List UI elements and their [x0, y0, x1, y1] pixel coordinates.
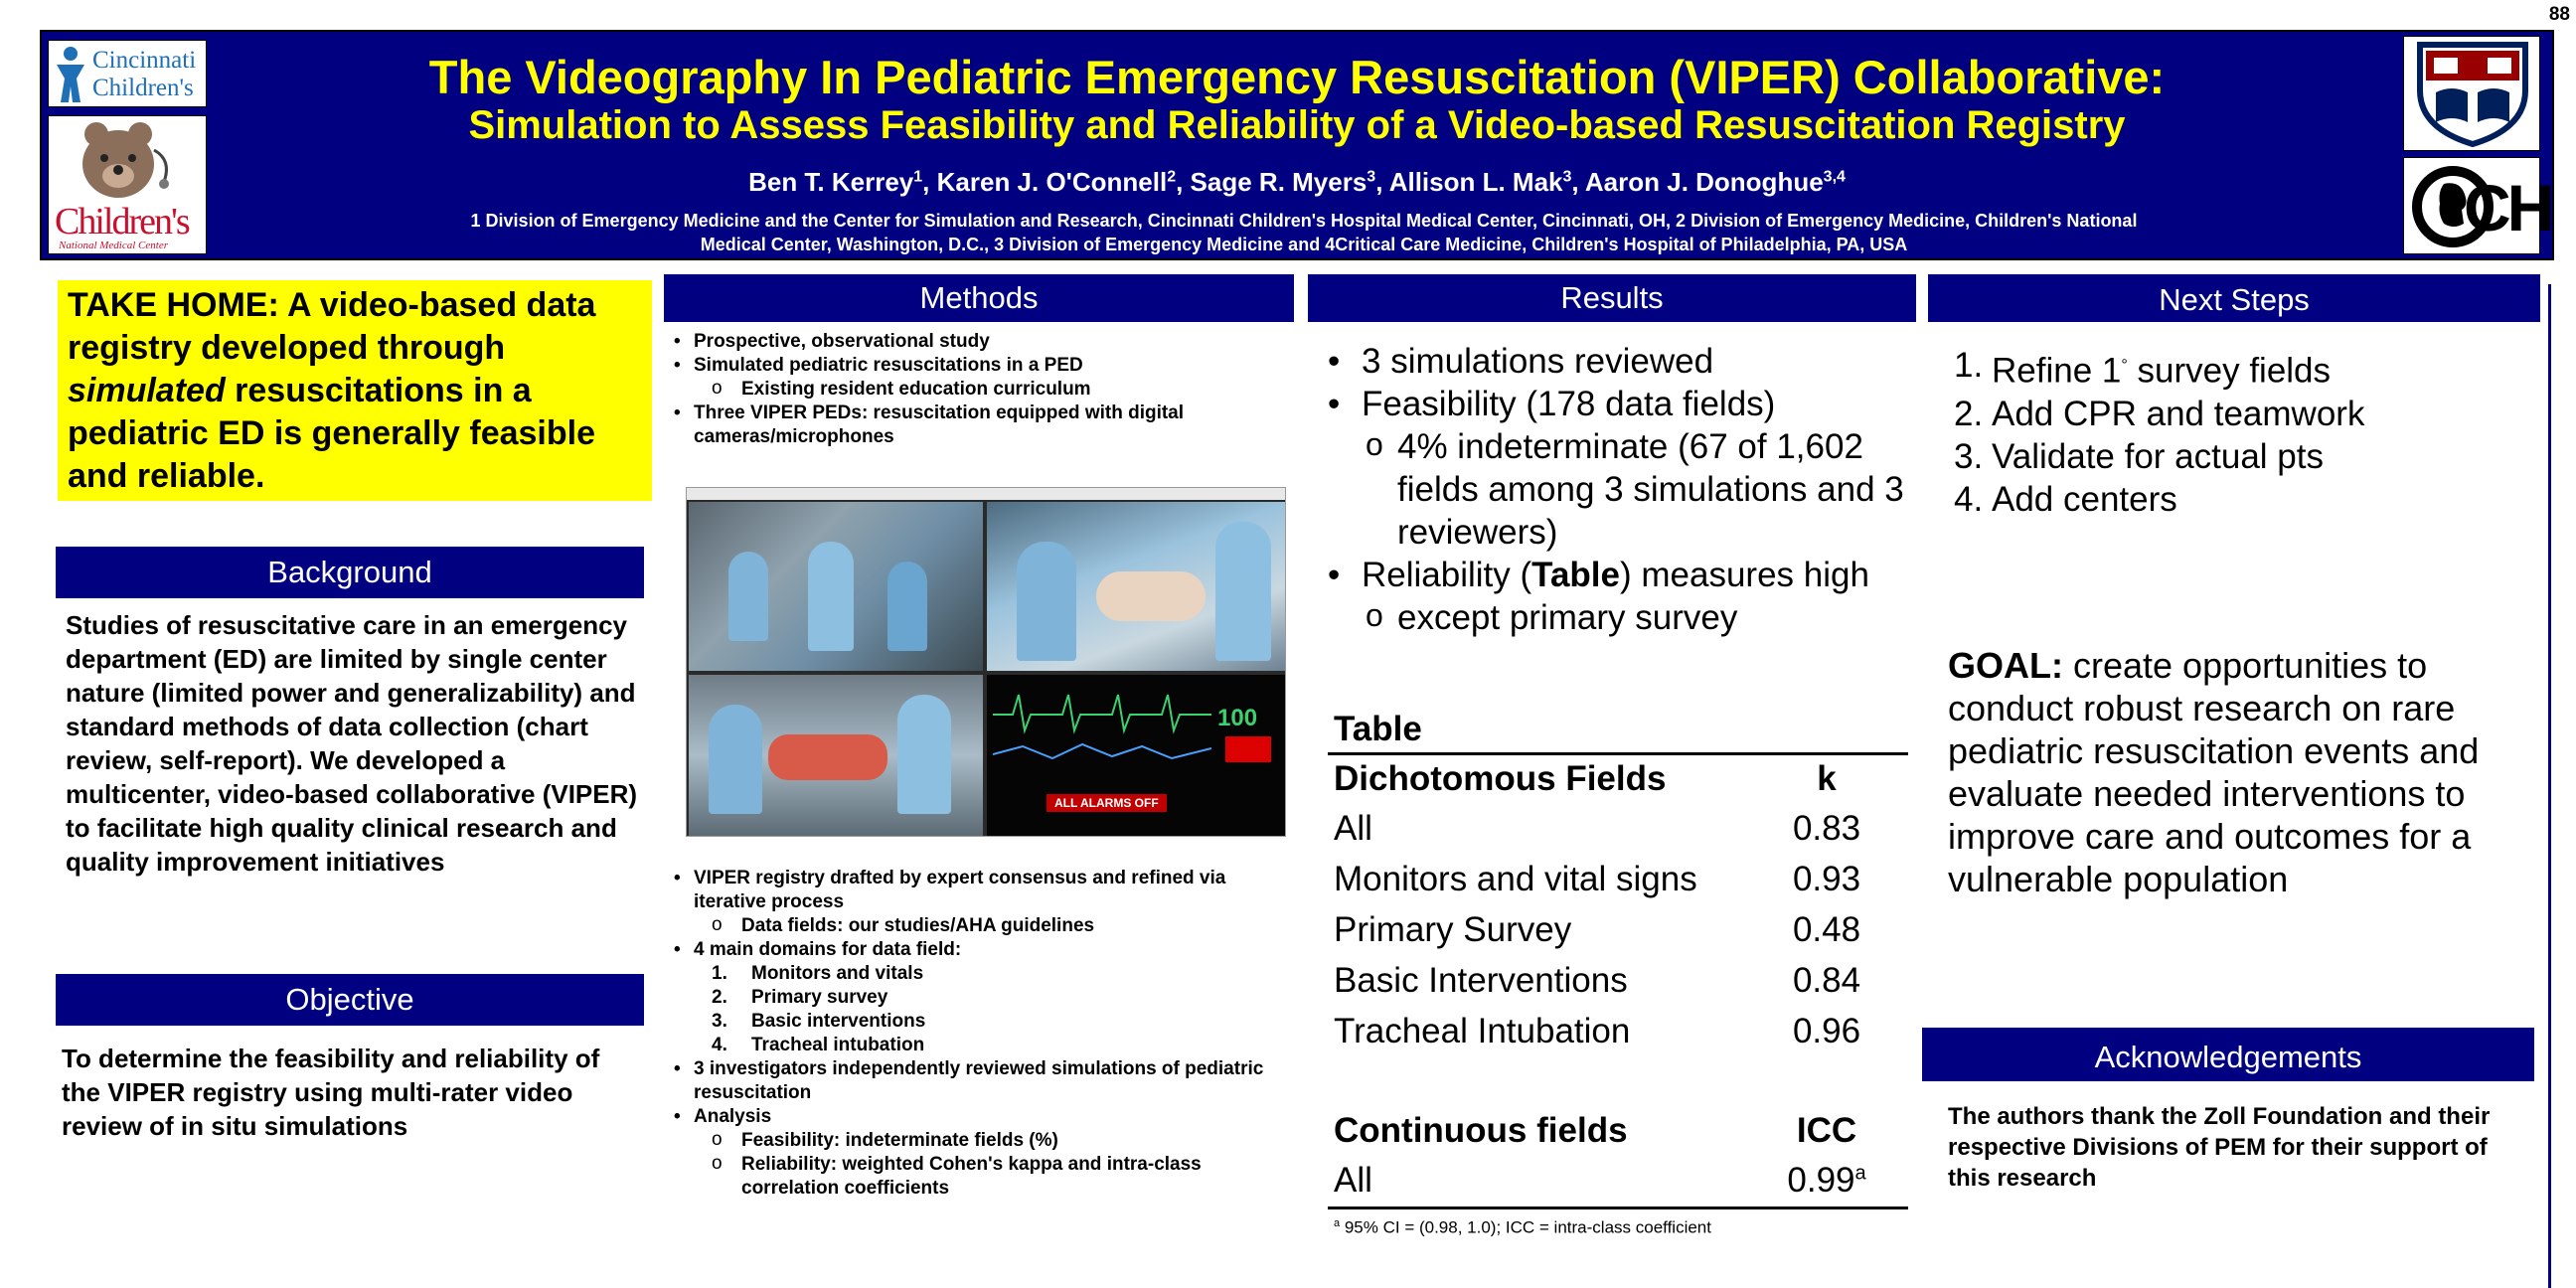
item-text: Validate for actual pts	[1992, 436, 2324, 476]
icc-header: ICC	[1796, 1111, 1857, 1150]
next-steps-heading: Next Steps	[1928, 274, 2540, 322]
row-value: 0.48	[1792, 910, 1861, 949]
row-label: Basic Interventions	[1334, 961, 1628, 1000]
methods-list-top	[666, 330, 1292, 449]
take-home-italic: simulated	[68, 372, 226, 409]
next-step-item	[1928, 478, 2524, 521]
methods-numbered-item	[666, 986, 1292, 1010]
footnote-marker: a	[1334, 1217, 1341, 1229]
dichotomous-header: Dichotomous Fields	[1334, 759, 1667, 798]
author-name: Ben T. Kerrey	[748, 167, 914, 197]
row-value: 0.96	[1792, 1012, 1861, 1050]
staff-figure	[1215, 522, 1271, 661]
item-text: Refine 1	[1992, 351, 2122, 391]
methods-subbullet: o Feasibility: indeterminate fields (%)	[666, 1129, 1292, 1153]
alarm-banner: ALL ALARMS OFF	[1046, 794, 1167, 812]
results-item: • 3 simulations reviewed	[1308, 340, 1916, 383]
video-frame-patient-closeup	[987, 502, 1285, 671]
poster-title-line1: The Videography In Pediatric Emergency Resuscitation (VIPER) Collaborative:	[428, 51, 2166, 103]
row-value: 0.93	[1792, 860, 1861, 898]
patient-figure	[768, 734, 887, 780]
table-row	[1334, 1012, 1904, 1059]
item-number: 3.	[712, 1011, 727, 1032]
next-steps-list	[1928, 344, 2524, 521]
acknowledgements-heading: Acknowledgements	[1922, 1028, 2534, 1081]
table-row	[1334, 910, 1904, 958]
table-title: Table	[1334, 710, 1422, 748]
affiliation-line2: Medical Center, Washington, D.C., 3 Division of Emergency Medicine and 4Critical Care Medicine, Children's Hospital of Philadelphia, PA, USA	[700, 235, 1908, 254]
table-bottom-rule	[1328, 1207, 1908, 1209]
table-row	[1334, 809, 1904, 857]
affiliations	[380, 209, 2228, 256]
affiliation-line1: 1 Division of Emergency Medicine and the Center for Simulation and Research, Cincinnati Children's Hospital Medical Center, Cincinnati, OH, 2 Division of Emergency Medicine, Children's National	[470, 211, 2138, 231]
row-label: All	[1334, 1161, 1372, 1200]
childrens-national-logo-text: Children's	[55, 201, 189, 242]
table-row	[1334, 860, 1904, 907]
goal-text: create opportunities to conduct robust research on rare pediatric resuscitation events and evaluate needed interventions to improve care and outcomes for a vulnerable population	[1948, 645, 2480, 899]
staff-figure	[709, 705, 762, 814]
page-number: 88	[2548, 4, 2570, 25]
goal-label: GOAL:	[1948, 645, 2063, 686]
background-text: Studies of resuscitative care in an emergency department (ED) are limited by single center nature (limited power and generalizability) and standard methods of data collection (chart review, self-report). We developed a multicenter, video-based collaborative (VIPER) to facilitate high quality clinical research and quality improvement initiatives	[66, 610, 638, 877]
methods-subbullet: o Data fields: our studies/AHA guidelines	[666, 914, 1292, 938]
methods-subbullet: o Reliability: weighted Cohen's kappa and intra-class correlation coefficients	[666, 1153, 1292, 1201]
cincinnati-logo-line1: Cincinnati	[92, 47, 197, 74]
video-frame-resus-room	[689, 502, 983, 671]
monitor-heart-rate: 100	[1217, 705, 1258, 731]
item-number: 3.	[1954, 436, 1984, 476]
simulation-video-screenshot	[686, 487, 1286, 837]
author-name: Aaron J. Donoghue	[1584, 167, 1824, 197]
author-affiliation-number: 3,4	[1823, 168, 1846, 186]
author-affiliation-number: 3	[1367, 168, 1376, 186]
chop-logo	[2403, 157, 2551, 254]
row-label: Primary Survey	[1334, 910, 1572, 949]
take-home-part2: resuscitations in a pediatric ED is generally feasible and reliable.	[68, 372, 596, 495]
video-frame-vitals-monitor	[987, 675, 1285, 836]
ecg-waveform-icon	[993, 685, 1211, 774]
methods-bullet: • Analysis	[666, 1105, 1292, 1129]
table-row	[1334, 1161, 1904, 1208]
results-item3-bold: Table	[1531, 556, 1620, 594]
results-item3-post: ) measures high	[1619, 556, 1869, 594]
icc-value: 0.99	[1787, 1161, 1855, 1200]
take-home-message	[58, 280, 652, 501]
staff-figure	[897, 695, 951, 814]
staff-figure	[728, 552, 768, 641]
next-step-item	[1928, 393, 2524, 435]
next-step-item	[1928, 435, 2524, 478]
header-banner	[40, 30, 2554, 260]
row-value	[1757, 1161, 1896, 1201]
item-text: Tracheal intubation	[751, 1035, 925, 1055]
row-value: 0.84	[1792, 961, 1861, 1000]
methods-heading: Methods	[664, 274, 1294, 322]
item-number: 1.	[1954, 346, 1984, 385]
video-frame-top-bar	[687, 488, 1286, 500]
author-affiliation-number: 2	[1167, 168, 1177, 186]
continuous-header-row	[1334, 1111, 1904, 1159]
item-text: Add centers	[1992, 479, 2177, 519]
methods-list-bottom	[666, 867, 1292, 1201]
author-affiliation-number: 1	[913, 168, 923, 186]
item-text: Add CPR and teamwork	[1992, 394, 2365, 433]
objective-text: To determine the feasibility and reliability of the VIPER registry using multi-rater video review of in situ simulations	[62, 1044, 600, 1141]
objective-heading: Objective	[56, 974, 644, 1026]
icc-superscript: a	[1854, 1162, 1866, 1185]
staff-figure	[1017, 542, 1076, 661]
kappa-header: k	[1817, 759, 1837, 798]
methods-bullet: • Three VIPER PEDs: resuscitation equipped with digital cameras/microphones	[666, 402, 1292, 449]
author-list: Ben T. Kerrey$^1$, Karen J. O'Connell$^2$, Sage R. Myers$^3$, Allison L. Mak$^3$, Aaron J. Donoghue$^{3,4}$	[748, 167, 1846, 197]
table-footnote	[1334, 1212, 1731, 1239]
right-border-rule	[2548, 284, 2551, 1288]
methods-bullet: • VIPER registry drafted by expert consensus and refined via iterative process	[666, 867, 1292, 914]
table-row	[1334, 961, 1904, 1009]
poster-title-line2: Simulation to Assess Feasibility and Reliability of a Video-based Resuscitation Registry	[468, 103, 2126, 147]
item-text: Monitors and vitals	[751, 963, 924, 984]
item-text: Basic interventions	[751, 1011, 926, 1032]
row-label: Monitors and vital signs	[1334, 860, 1697, 898]
video-frame-overhead	[689, 675, 983, 836]
methods-numbered-item	[666, 1010, 1292, 1034]
table-title-rule	[1328, 752, 1908, 755]
take-home-part1: TAKE HOME: A video-based data registry developed through	[68, 286, 596, 367]
acknowledgements-text: The authors thank the Zoll Foundation and their respective Divisions of PEM for their support of this research	[1948, 1103, 2491, 1192]
item-text-post: survey fields	[2127, 351, 2332, 391]
item-text: Primary survey	[751, 987, 888, 1008]
results-item: • Feasibility (178 data fields)	[1308, 383, 1916, 425]
table-header-row	[1334, 759, 1904, 807]
item-number: 1.	[712, 963, 727, 984]
item-number: 2.	[712, 987, 727, 1008]
childrens-national-logo-sub: National Medical Center	[59, 240, 168, 251]
chop-logo-text: CH	[2464, 171, 2551, 244]
cincinnati-logo-line2: Children's	[92, 75, 194, 101]
item-number: 2.	[1954, 394, 1984, 433]
author-name: Sage R. Myers	[1190, 167, 1368, 197]
methods-numbered-item	[666, 962, 1292, 986]
penn-shield-icon	[2414, 41, 2531, 148]
item-number: 4.	[712, 1035, 727, 1055]
row-label: All	[1334, 809, 1372, 848]
author-name: Allison L. Mak	[1388, 167, 1563, 197]
results-subitem: o 4% indeterminate (67 of 1,602 fields among 3 simulations and 3 reviewers)	[1308, 425, 1916, 554]
goal-statement	[1948, 644, 2504, 900]
patient-figure	[1096, 571, 1206, 621]
row-label: Tracheal Intubation	[1334, 1012, 1631, 1050]
reliability-table	[1324, 0, 1904, 1288]
results-heading: Results	[1308, 274, 1916, 322]
upenn-shield-logo	[2403, 36, 2540, 151]
item-superscript: °	[2121, 357, 2128, 374]
continuous-header: Continuous fields	[1334, 1111, 1628, 1150]
background-heading: Background	[56, 547, 644, 598]
monitor-red-value	[1225, 736, 1271, 762]
methods-bullet: • 4 main domains for data field:	[666, 938, 1292, 962]
staff-figure	[887, 562, 927, 651]
author-name: Karen J. O'Connell	[936, 167, 1168, 197]
item-number: 4.	[1954, 479, 1984, 519]
row-value: 0.83	[1792, 809, 1861, 848]
author-affiliation-number: 3	[1562, 168, 1572, 186]
methods-bullet: • Simulated pediatric resuscitations in a PED	[666, 354, 1292, 378]
methods-subbullet: o Existing resident education curriculum	[666, 378, 1292, 402]
methods-bullet: • Prospective, observational study	[666, 330, 1292, 354]
results-item3-pre: Reliability (	[1362, 556, 1532, 594]
next-step-item	[1928, 344, 2524, 393]
footnote-text: 95% CI = (0.98, 1.0); ICC = intra-class coefficient	[1340, 1217, 1711, 1237]
staff-figure	[808, 542, 854, 651]
methods-numbered-item	[666, 1034, 1292, 1057]
results-subitem: o except primary survey	[1308, 596, 1916, 639]
methods-bullet: • 3 investigators independently reviewed simulations of pediatric resuscitation	[666, 1057, 1292, 1105]
